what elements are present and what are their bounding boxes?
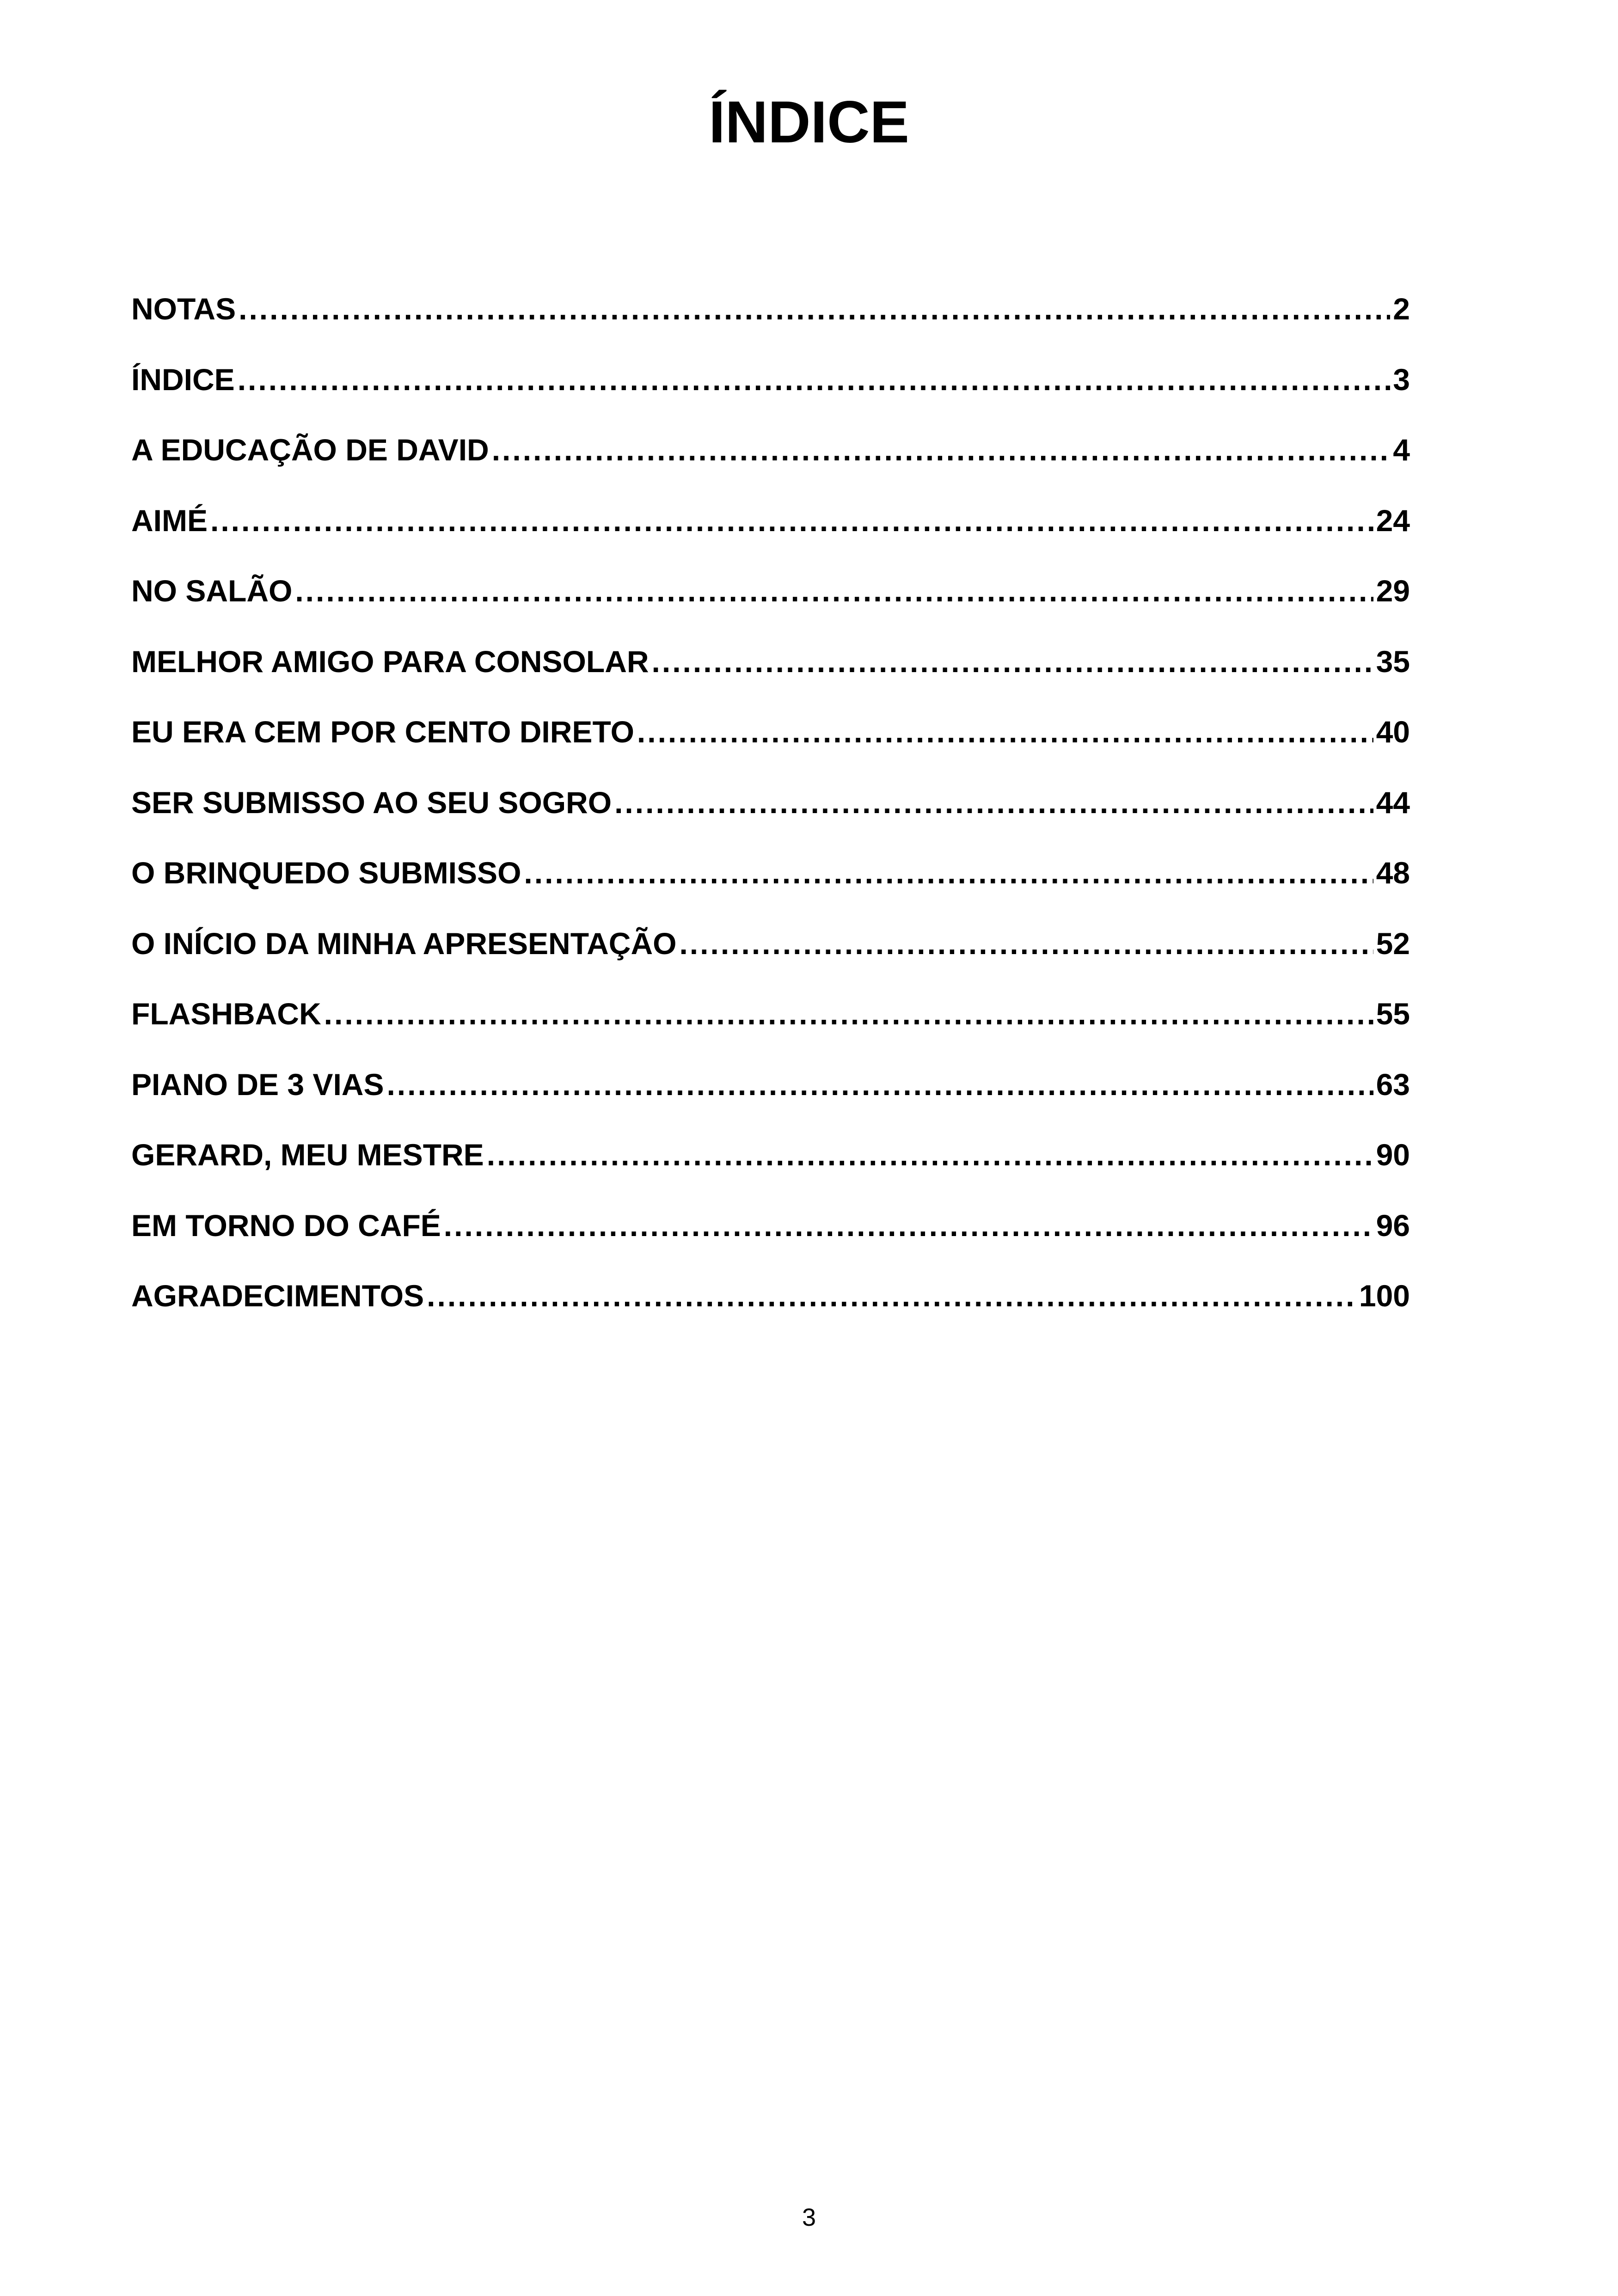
toc-entry[interactable] [131, 291, 1410, 362]
toc-entry-title: AGRADECIMENTOS [131, 1279, 424, 1313]
toc-entry[interactable] [131, 714, 1410, 785]
toc-entry-title: EM TORNO DO CAFÉ [131, 1208, 441, 1243]
toc-entry-page: 4 [1393, 433, 1410, 467]
toc-entry-title: MELHOR AMIGO PARA CONSOLAR [131, 644, 649, 679]
toc-entry[interactable] [131, 855, 1410, 926]
toc-dot-leader [386, 1067, 1373, 1102]
toc-entry[interactable] [131, 1067, 1410, 1138]
toc-entry[interactable] [131, 432, 1410, 503]
toc-entry-title: AIMÉ [131, 503, 208, 538]
toc-dot-leader [444, 1208, 1373, 1243]
toc-entry[interactable] [131, 1137, 1410, 1208]
table-of-contents [131, 291, 1410, 1349]
toc-entry[interactable] [131, 503, 1410, 574]
toc-entry[interactable] [131, 362, 1410, 433]
toc-dot-leader [679, 926, 1373, 961]
page-number: 3 [802, 2204, 816, 2231]
toc-dot-leader [614, 785, 1373, 820]
toc-dot-leader [487, 1137, 1373, 1172]
toc-entry-title: A EDUCAÇÃO DE DAVID [131, 433, 489, 467]
toc-entry-title: EU ERA CEM POR CENTO DIRETO [131, 715, 634, 749]
toc-entry-page: 48 [1376, 856, 1410, 890]
toc-dot-leader [492, 432, 1391, 467]
toc-entry-title: GERARD, MEU MESTRE [131, 1138, 484, 1172]
toc-entry-title: ÍNDICE [131, 362, 235, 397]
toc-entry-page: 55 [1376, 997, 1410, 1031]
toc-dot-leader [427, 1278, 1356, 1313]
page-title: ÍNDICE [709, 89, 909, 155]
toc-entry[interactable] [131, 1208, 1410, 1279]
toc-entry-page: 96 [1376, 1208, 1410, 1243]
toc-entry-page: 40 [1376, 715, 1410, 749]
toc-entry-title: PIANO DE 3 VIAS [131, 1067, 384, 1102]
toc-dot-leader [637, 714, 1373, 749]
toc-dot-leader [295, 573, 1373, 608]
toc-dot-leader [238, 362, 1391, 397]
toc-entry-title: NO SALÃO [131, 574, 293, 608]
toc-entry[interactable] [131, 785, 1410, 856]
toc-entry-title: FLASHBACK [131, 997, 321, 1031]
toc-dot-leader [324, 996, 1373, 1031]
toc-entry-page: 2 [1393, 292, 1410, 326]
toc-entry-page: 63 [1376, 1067, 1410, 1102]
toc-entry-title: O BRINQUEDO SUBMISSO [131, 856, 521, 890]
toc-entry-page: 3 [1393, 362, 1410, 397]
toc-dot-leader [239, 291, 1390, 326]
toc-entry-page: 100 [1359, 1279, 1410, 1313]
toc-entry-page: 52 [1376, 926, 1410, 961]
toc-entry[interactable] [131, 996, 1410, 1067]
toc-dot-leader [652, 644, 1373, 679]
toc-entry-page: 24 [1376, 503, 1410, 538]
toc-entry[interactable] [131, 926, 1410, 997]
toc-entry-page: 44 [1376, 785, 1410, 820]
toc-entry-page: 35 [1376, 644, 1410, 679]
toc-entry-title: O INÍCIO DA MINHA APRESENTAÇÃO [131, 926, 677, 961]
toc-dot-leader [210, 503, 1373, 538]
toc-entry-title: NOTAS [131, 292, 236, 326]
toc-entry-page: 29 [1376, 574, 1410, 608]
toc-entry[interactable] [131, 644, 1410, 715]
toc-entry[interactable] [131, 1278, 1410, 1349]
toc-entry[interactable] [131, 573, 1410, 644]
toc-entry-title: SER SUBMISSO AO SEU SOGRO [131, 785, 612, 820]
toc-dot-leader [524, 855, 1373, 890]
toc-entry-page: 90 [1376, 1138, 1410, 1172]
